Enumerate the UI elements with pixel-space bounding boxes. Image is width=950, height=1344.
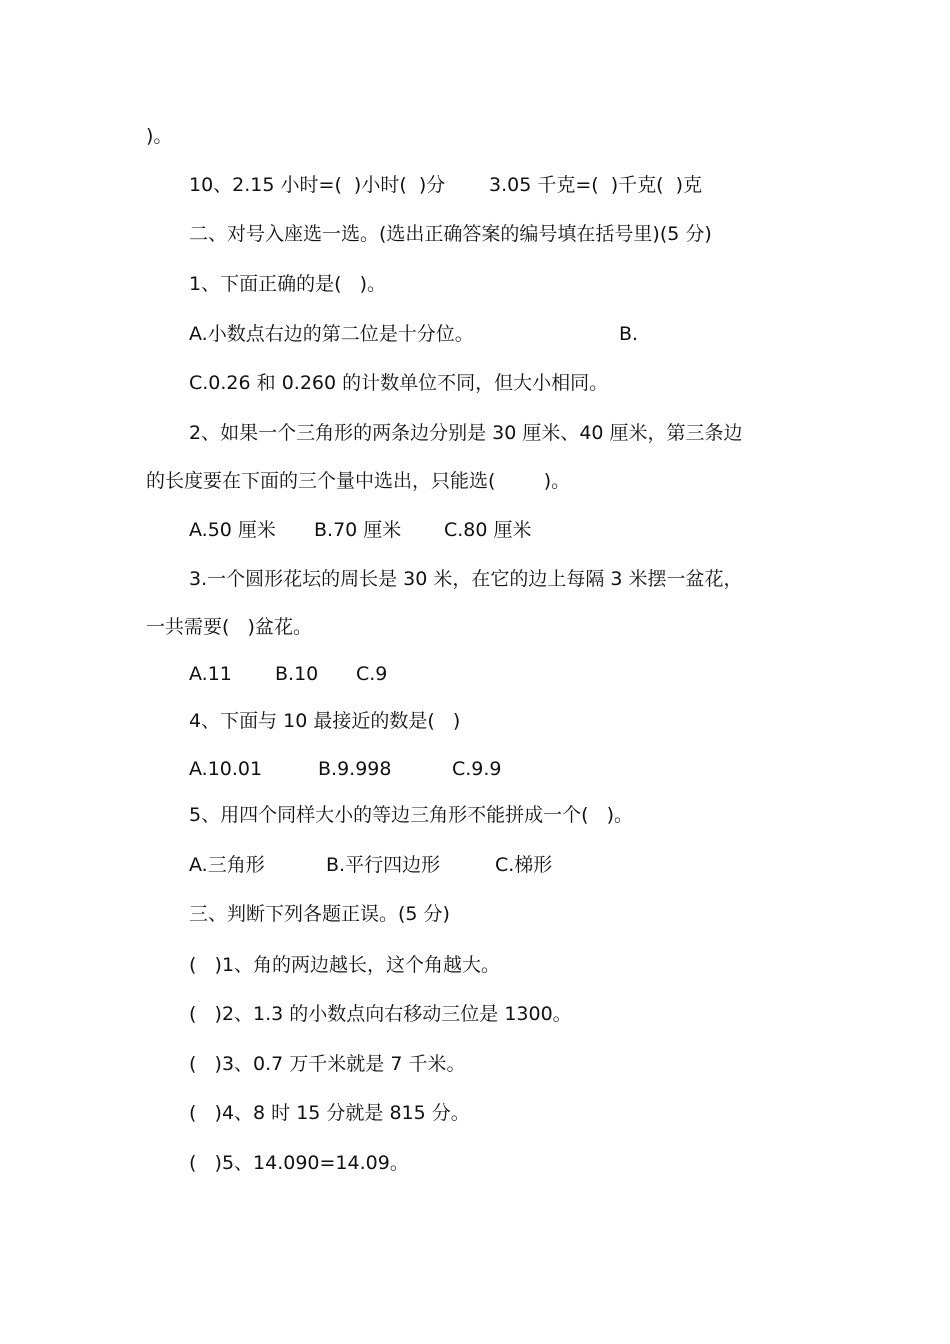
choice-options-1b: C.0.26 和 0.260 的计数单位不同，但大小相同。 — [189, 372, 609, 394]
choice-options-5: A.三角形 B.平行四边形 C.梯形 — [189, 854, 553, 876]
choice-question-2-line1: 2、如果一个三角形的两条边分别是 30 厘米、40 厘米，第三条边 — [189, 422, 743, 444]
fill-question-10: 10、2.15 小时=( )小时( )分 3.05 千克=( )千克( )克 — [189, 174, 703, 196]
choice-options-4: A.10.01 B.9.998 C.9.9 — [189, 758, 502, 780]
section-3-heading: 三、判断下列各题正误。(5 分) — [189, 903, 450, 925]
choice-question-1: 1、下面正确的是( )。 — [189, 273, 387, 295]
section-2-heading: 二、对号入座选一选。(选出正确答案的编号填在括号里)(5 分) — [189, 223, 712, 245]
choice-question-5: 5、用四个同样大小的等边三角形不能拼成一个( )。 — [189, 804, 634, 826]
judge-question-5: ( )5、14.090=14.09。 — [189, 1152, 409, 1174]
judge-question-3: ( )3、0.7 万千米就是 7 千米。 — [189, 1053, 466, 1075]
choice-question-4: 4、下面与 10 最接近的数是( ) — [189, 710, 461, 732]
choice-question-3-line2: 一共需要( )盆花。 — [146, 616, 312, 638]
choice-options-2: A.50 厘米 B.70 厘米 C.80 厘米 — [189, 519, 532, 541]
line-continuation: )。 — [146, 125, 173, 147]
judge-question-2: ( )2、1.3 的小数点向右移动三位是 1300。 — [189, 1003, 572, 1025]
choice-question-2-line2: 的长度要在下面的三个量中选出，只能选( )。 — [146, 470, 571, 492]
choice-options-3: A.11 B.10 C.9 — [189, 663, 388, 685]
judge-question-4: ( )4、8 时 15 分就是 815 分。 — [189, 1102, 470, 1124]
choice-question-3-line1: 3.一个圆形花坛的周长是 30 米，在它的边上每隔 3 米摆一盆花， — [189, 568, 743, 590]
judge-question-1: ( )1、角的两边越长，这个角越大。 — [189, 954, 501, 976]
choice-options-1a: A.小数点右边的第二位是十分位。 B. — [189, 323, 639, 345]
